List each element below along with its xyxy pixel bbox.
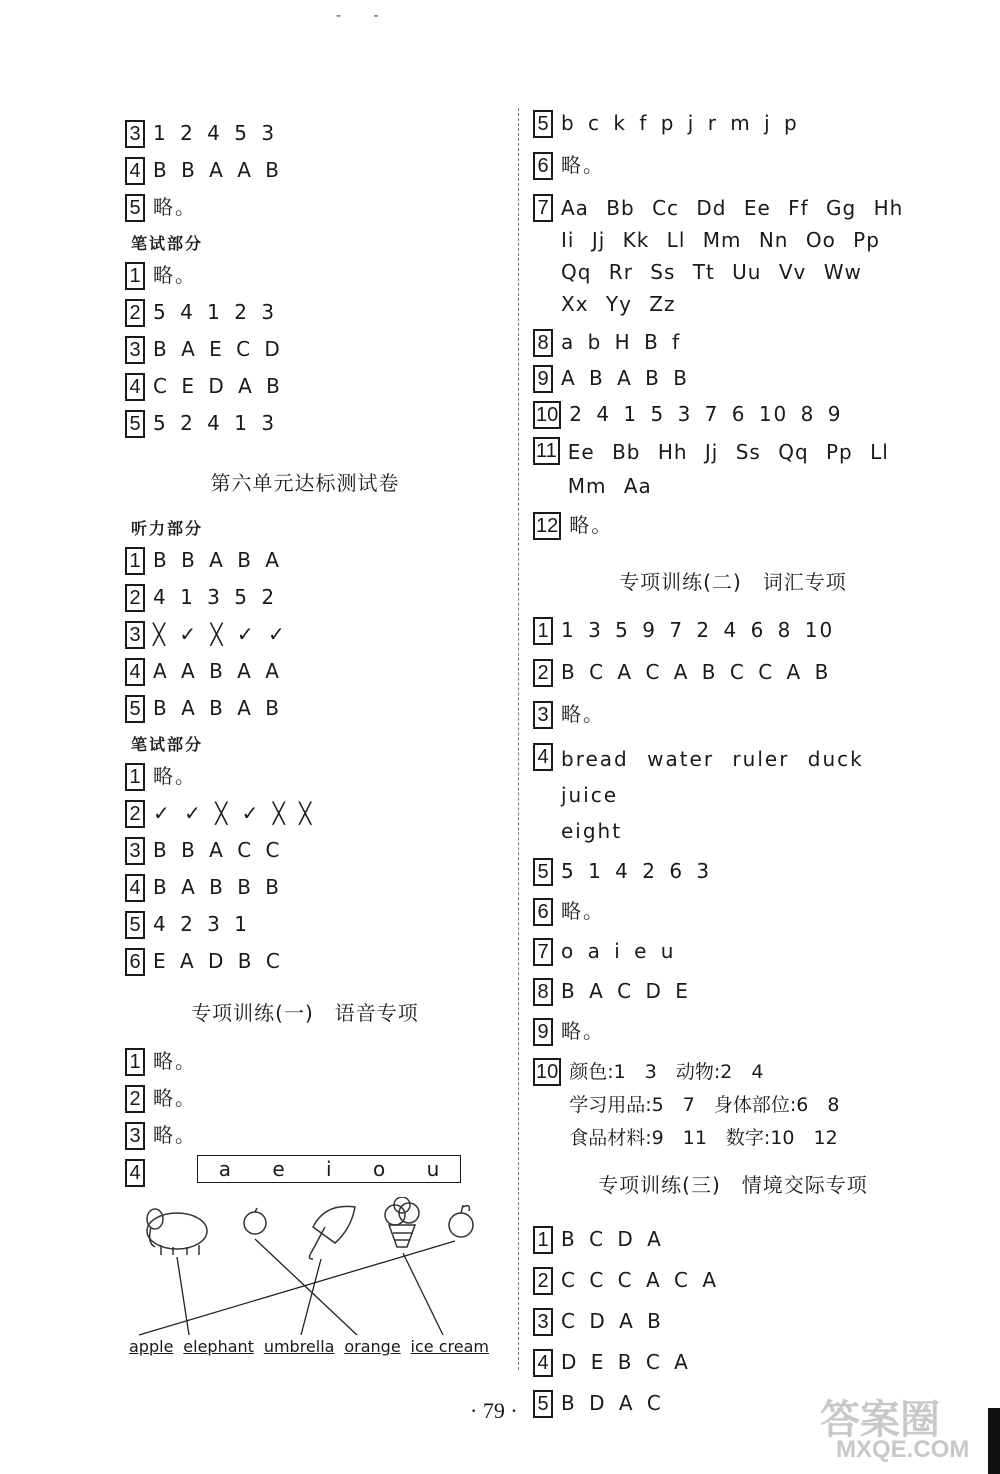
answer-text: 4 2 3 1: [153, 912, 249, 936]
answer-group: [125, 118, 485, 229]
question-number: 4: [533, 1349, 553, 1377]
question-number: 12: [533, 512, 561, 540]
word-ice-cream: ice cream: [410, 1337, 489, 1356]
word-labels: [129, 1337, 489, 1356]
answer-row: [533, 1306, 933, 1347]
answer-row: [125, 798, 485, 835]
answer-text: B A E C D: [153, 337, 282, 361]
answer-row: [125, 872, 485, 909]
answer-row: [533, 615, 933, 657]
answer-row: [533, 327, 933, 363]
answer-text: 略。: [569, 513, 614, 537]
answer-text: 略。: [153, 1123, 197, 1147]
answer-text: B B A C C: [153, 838, 282, 862]
question-number: 10: [533, 1058, 561, 1086]
answer-text: A B A B B: [561, 366, 689, 390]
question-number: 5: [533, 1390, 553, 1418]
question-number: 1: [125, 763, 145, 791]
section-label-listening: 听力部分: [131, 519, 204, 538]
question-number: 4: [125, 874, 145, 902]
question-number: 8: [533, 978, 553, 1006]
alphabet-line: Xx Yy Zz: [561, 292, 676, 316]
answer-group: [125, 260, 485, 445]
answer-text: o a i e u: [561, 939, 676, 963]
answer-text: 4 1 3 5 2: [153, 585, 277, 609]
alphabet-answer: [561, 192, 903, 320]
answer-row: [125, 1083, 485, 1120]
answer-row: [125, 693, 485, 730]
question-number: 4: [125, 1159, 145, 1187]
alphabet-line: Ii Jj Kk Ll Mm Nn Oo Pp: [561, 228, 880, 252]
answer-row: [533, 399, 933, 435]
special-training-1-heading: 专项训练(一) 语音专项: [191, 1001, 419, 1025]
answer-text: B D A C: [561, 1391, 663, 1415]
answer-row: [125, 408, 485, 445]
answer-row-q7: [533, 192, 933, 320]
answer-row-q10-category: [533, 1056, 933, 1155]
answer-text: 略。: [561, 153, 605, 177]
answer-row: [533, 108, 933, 150]
answer-text: B C D A: [561, 1227, 663, 1251]
answer-row: [125, 297, 485, 334]
answer-group: [533, 108, 933, 192]
left-column: [125, 118, 489, 1377]
corner-bar: [988, 1408, 1000, 1474]
letters-line: Mm Aa: [567, 474, 652, 498]
top-mark: - -: [336, 8, 393, 24]
answer-text: 1 2 4 5 3: [153, 121, 277, 145]
answer-row: [125, 582, 485, 619]
answer-text: B A B B B: [153, 875, 281, 899]
answer-group: [533, 510, 933, 550]
answer-text: 略。: [153, 1086, 197, 1110]
vowel-box: [197, 1155, 461, 1183]
matching-pictures: [125, 1197, 489, 1377]
answer-row-q4: [125, 1157, 485, 1187]
answer-row-q11: [533, 435, 933, 503]
answer-text: 略。: [153, 764, 197, 788]
answer-row: [125, 761, 485, 798]
answer-row: [533, 896, 933, 936]
answer-row: [125, 909, 485, 946]
answer-text: ╳ ✓ ╳ ✓ ✓: [153, 622, 287, 646]
vowel-e: e: [272, 1157, 285, 1181]
answer-group: [125, 761, 485, 983]
question-number: 2: [125, 299, 145, 327]
answer-text: 5 1 4 2 6 3: [561, 859, 712, 883]
vocab-line: bread water ruler duck juice: [561, 747, 883, 807]
page-number: · 79 ·: [470, 1398, 518, 1423]
answer-row: [125, 260, 485, 297]
answer-row: [533, 1347, 933, 1388]
category-line: 学习用品:5 7 身体部位:6 8: [569, 1094, 840, 1116]
answer-row: [125, 946, 485, 983]
answer-text: D E B C A: [561, 1350, 690, 1374]
question-number: 3: [125, 1122, 145, 1150]
answer-row: [533, 1265, 933, 1306]
question-number: 5: [125, 410, 145, 438]
answer-row: [533, 657, 933, 699]
answer-text: a b H B f: [561, 330, 682, 354]
answer-text: ✓ ✓ ╳ ✓ ╳ ╳: [153, 801, 314, 825]
section-label-written: 笔试部分: [131, 735, 204, 754]
answer-row: [125, 118, 485, 155]
answer-row: [533, 363, 933, 399]
vowel-o: o: [372, 1157, 386, 1181]
answer-group: [125, 1046, 485, 1157]
answer-text: b c k f p j r m j p: [561, 111, 799, 135]
question-number: 5: [533, 858, 553, 886]
answer-group: [533, 615, 933, 741]
section-label-written: 笔试部分: [131, 234, 204, 253]
letters-line: Ee Bb Hh Jj Ss Qq Pp Ll: [567, 440, 889, 464]
answer-row: [533, 699, 933, 741]
answer-row: [125, 835, 485, 872]
question-number: 5: [125, 695, 145, 723]
question-number: 5: [125, 194, 145, 222]
question-number: 4: [125, 157, 145, 185]
answer-row: [533, 936, 933, 976]
alphabet-line: Qq Rr Ss Tt Uu Vv Ww: [561, 260, 862, 284]
unit6-heading: 第六单元达标测试卷: [210, 471, 400, 495]
answer-text: C C C A C A: [561, 1268, 719, 1292]
answer-row: [125, 1046, 485, 1083]
question-number: 1: [125, 547, 145, 575]
question-number: 2: [533, 659, 553, 687]
answer-text: B A B A B: [153, 696, 281, 720]
letters-answer: [568, 435, 889, 503]
category-line: 颜色:1 3 动物:2 4: [569, 1061, 764, 1083]
answer-row: [533, 510, 933, 550]
answer-text: B A C D E: [561, 979, 690, 1003]
apple-icon: [449, 1205, 473, 1237]
category-answer: [569, 1056, 839, 1155]
category-line: 食品材料:9 11 数字:10 12: [569, 1127, 838, 1149]
question-number: 5: [125, 911, 145, 939]
answer-text: C E D A B: [153, 374, 282, 398]
answer-text: C D A B: [561, 1309, 663, 1333]
alphabet-line: Aa Bb Cc Dd Ee Ff Gg Hh: [561, 196, 904, 220]
answer-text: 2 4 1 5 3 7 6 10 8 9: [569, 402, 843, 426]
question-number: 5: [533, 110, 553, 138]
question-number: 4: [533, 743, 553, 771]
answer-row: [533, 856, 933, 896]
answer-text: 略。: [561, 899, 605, 923]
question-number: 2: [125, 584, 145, 612]
answer-text: 略。: [153, 1049, 197, 1073]
vowel-u: u: [426, 1157, 440, 1181]
question-number: 8: [533, 329, 553, 357]
question-number: 7: [533, 938, 553, 966]
answer-row-q4-vocab: [533, 741, 933, 849]
answer-text: 5 4 1 2 3: [153, 300, 277, 324]
answer-text: 略。: [153, 195, 197, 219]
question-number: 2: [125, 800, 145, 828]
question-number: 9: [533, 365, 553, 393]
answer-text: 5 2 4 1 3: [153, 411, 277, 435]
question-number: 6: [533, 152, 553, 180]
answer-text: B C A C A B C C A B: [561, 660, 831, 684]
question-number: 3: [125, 621, 145, 649]
question-number: 4: [125, 373, 145, 401]
answer-row: [125, 545, 485, 582]
answer-text: B B A A B: [153, 158, 281, 182]
orange-icon: [244, 1208, 266, 1234]
special-training-3-heading: 专项训练(三) 情境交际专项: [598, 1173, 868, 1197]
answer-row: [125, 334, 485, 371]
answer-text: 略。: [561, 1019, 605, 1043]
word-elephant: elephant: [183, 1337, 254, 1356]
vocab-answer: [561, 741, 933, 849]
answer-group: [533, 327, 933, 435]
question-number: 1: [125, 1048, 145, 1076]
umbrella-icon: [309, 1206, 355, 1259]
answer-row: [125, 656, 485, 693]
right-column: [533, 108, 933, 1429]
answer-text: E A D B C: [153, 949, 282, 973]
answer-row: [125, 1120, 485, 1157]
answer-group: [533, 856, 933, 1056]
vowel-a: a: [218, 1157, 231, 1181]
answer-text: 略。: [561, 702, 605, 726]
question-number: 2: [533, 1267, 553, 1295]
question-number: 3: [125, 336, 145, 364]
question-number: 4: [125, 658, 145, 686]
answer-text: B B A B A: [153, 548, 281, 572]
vowel-i: i: [326, 1157, 332, 1181]
question-number: 1: [533, 1226, 553, 1254]
word-apple: apple: [129, 1337, 174, 1356]
question-number: 11: [533, 437, 560, 465]
question-number: 2: [125, 1085, 145, 1113]
elephant-icon: [147, 1209, 207, 1255]
answer-row: [125, 155, 485, 192]
answer-row: [533, 1224, 933, 1265]
answer-row: [533, 1016, 933, 1056]
question-number: 3: [125, 837, 145, 865]
vocab-line: eight: [561, 819, 623, 843]
question-number: 1: [125, 262, 145, 290]
answer-row: [125, 619, 485, 656]
answer-text: 1 3 5 9 7 2 4 6 8 10: [561, 618, 835, 642]
question-number: 7: [533, 194, 553, 222]
answer-row: [533, 150, 933, 192]
column-divider: [518, 108, 519, 1370]
question-number: 6: [533, 898, 553, 926]
watermark-logo: 答案圈: [820, 1397, 940, 1443]
special-training-2-heading: 专项训练(二) 词汇专项: [619, 570, 847, 594]
answer-row: [533, 976, 933, 1016]
answer-row: [125, 192, 485, 229]
watermark-url: MXQE.COM: [836, 1436, 970, 1463]
question-number: 9: [533, 1018, 553, 1046]
word-orange: orange: [344, 1337, 401, 1356]
ice-cream-icon: [385, 1197, 419, 1247]
answer-text: A A B A A: [153, 659, 281, 683]
question-number: 3: [533, 701, 553, 729]
question-number: 6: [125, 948, 145, 976]
question-number: 1: [533, 617, 553, 645]
word-umbrella: umbrella: [263, 1337, 335, 1356]
question-number: 10: [533, 401, 561, 429]
question-number: 3: [533, 1308, 553, 1336]
answer-row: [125, 371, 485, 408]
answer-group: [125, 545, 485, 730]
answer-text: 略。: [153, 263, 197, 287]
question-number: 3: [125, 120, 145, 148]
